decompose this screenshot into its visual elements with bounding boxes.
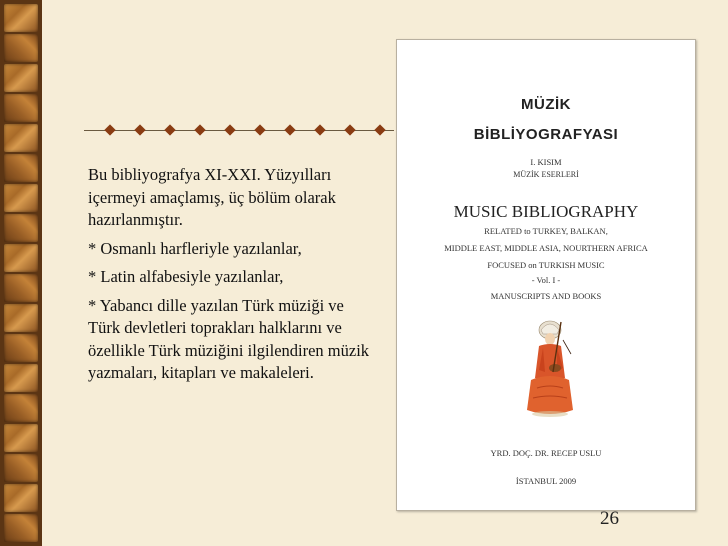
cover-regions-line: MIDDLE EAST, MIDDLE ASIA, NOURTHERN AFRICA <box>444 243 648 253</box>
cover-focused-line: FOCUSED on TURKISH MUSIC <box>487 260 605 270</box>
wood-border <box>0 0 42 546</box>
cover-title-line2: BİBLİYOGRAFYASI <box>473 126 619 143</box>
wood-tile <box>4 514 38 542</box>
wood-tile <box>4 214 38 242</box>
cover-manuscripts-line: MANUSCRIPTS AND BOOKS <box>490 291 602 301</box>
cover-related-line: RELATED to TURKEY, BALKAN, <box>484 226 608 236</box>
cover-title-line1: MÜZİK <box>521 96 571 113</box>
wood-tile <box>4 394 38 422</box>
bullet-latin: * Latin alfabesiyle yazılanlar, <box>88 267 284 286</box>
cover-english-title: MUSIC BIBLIOGRAPHY <box>453 202 639 221</box>
wood-tile <box>4 304 38 332</box>
cover-part: I. KISIM <box>530 157 562 167</box>
bullet-ottoman: * Osmanlı harfleriyle yazılanlar, <box>88 238 302 258</box>
wood-tile <box>4 484 38 512</box>
wood-tile <box>4 454 38 482</box>
wood-tile <box>4 274 38 302</box>
wood-tile <box>4 424 38 452</box>
wood-tile <box>4 334 38 362</box>
cover-volume-line: - Vol. I - <box>531 275 561 285</box>
decorative-divider <box>84 125 394 137</box>
wood-tile <box>4 154 38 182</box>
body-text <box>88 164 378 391</box>
book-cover <box>396 39 696 511</box>
bullet-foreign: * Yabancı dille yazılan Türk müziği ve Türk devletleri toprakları halklarını ve özellikle Türk müziğini ilgilendiren müzik yazmaları, kitapları ve makaleleri. <box>88 295 370 382</box>
wood-tile <box>4 244 38 272</box>
musician-illustration <box>517 318 583 426</box>
cover-place-year: İSTANBUL 2009 <box>515 476 577 486</box>
wood-tile <box>4 34 38 62</box>
intro-paragraph: Bu bibliyografya XI-XXI. Yüzyılları içermeyi amaçlamış, üç bölüm olarak hazırlanmıştır. <box>88 165 336 229</box>
slide-page-number: 26 <box>600 508 619 529</box>
wood-tile <box>4 94 38 122</box>
cover-author: YRD. DOÇ. DR. RECEP USLU <box>490 448 602 458</box>
wood-tile <box>4 4 38 32</box>
wood-tile <box>4 64 38 92</box>
wood-tile <box>4 364 38 392</box>
wood-tile <box>4 124 38 152</box>
wood-tile <box>4 184 38 212</box>
cover-part-subtitle: MÜZİK ESERLERİ <box>513 170 579 179</box>
